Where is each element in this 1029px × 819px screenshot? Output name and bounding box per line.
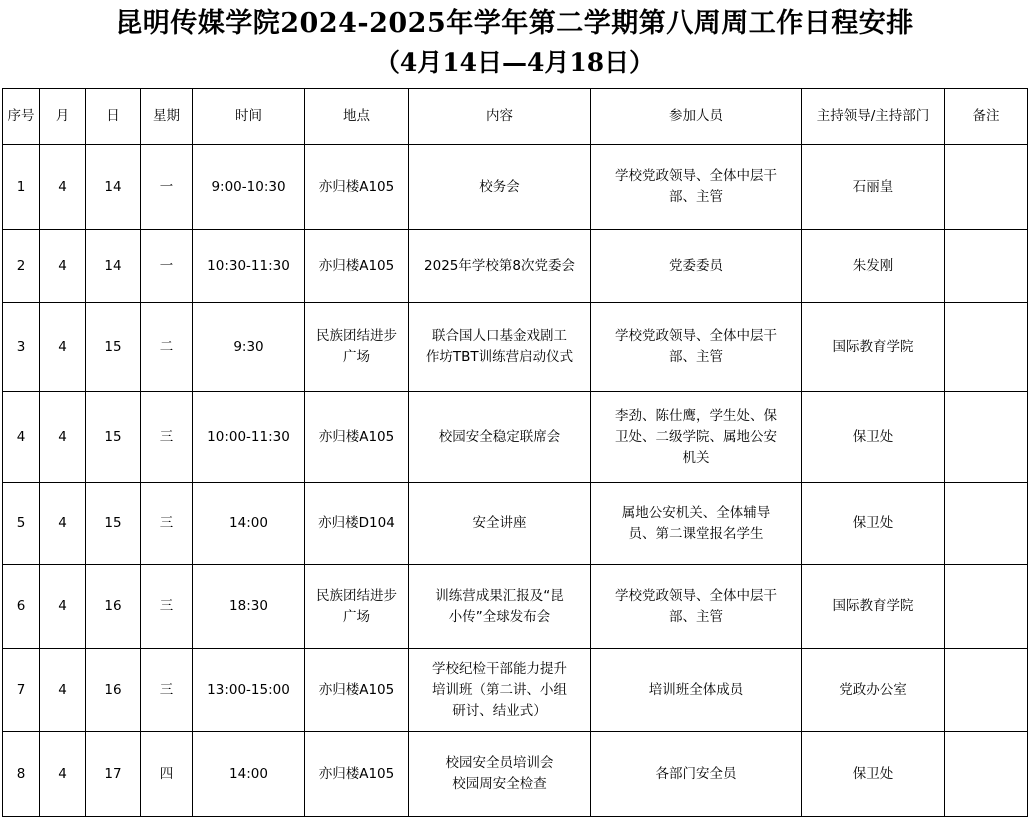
cell-participants [591, 392, 802, 483]
cell-index: 3 [3, 303, 40, 392]
cell-content-line: 联合国人口基金戏剧工 [432, 328, 567, 344]
cell-content-line: 小传”全球发布会 [448, 608, 551, 625]
cell-participants-line: 部、主管 [669, 189, 723, 205]
cell-place-line: 民族团结进步 [316, 328, 397, 344]
cell-time: 14:00 [193, 732, 305, 817]
cell-host: 国际教育学院 [802, 565, 945, 649]
header-participants: 参加人员 [591, 89, 802, 145]
cell-participants-line: 员、第二课堂报名学生 [628, 525, 764, 542]
title-date-range: （4月14日—4月18日） [374, 48, 655, 77]
header-content: 内容 [409, 89, 591, 145]
cell-place [305, 230, 409, 303]
cell-content-line: 校园安全员培训会 [445, 755, 554, 771]
cell-month: 4 [40, 145, 86, 230]
cell-content [409, 230, 591, 303]
cell-index: 5 [3, 483, 40, 565]
cell-participants-line: 学校党政领导、全体中层干 [615, 328, 777, 344]
cell-content-line: 培训班（第二讲、小组 [432, 681, 567, 698]
cell-place-line: 亦归楼A105 [318, 257, 395, 274]
cell-day: 16 [86, 649, 141, 732]
cell-place-line: 民族团结进步 [316, 587, 397, 604]
cell-content [409, 145, 591, 230]
cell-month: 4 [40, 483, 86, 565]
cell-participants-line: 培训班全体成员 [648, 681, 744, 698]
cell-index: 1 [3, 145, 40, 230]
table-row [3, 483, 1028, 565]
cell-weekday: 四 [141, 732, 193, 817]
table-row [3, 303, 1028, 392]
cell-month: 4 [40, 649, 86, 732]
schedule-table [2, 88, 1028, 817]
cell-participants-line: 属地公安机关、全体辅导 [621, 504, 771, 521]
cell-content [409, 649, 591, 732]
cell-day: 16 [86, 565, 141, 649]
cell-place [305, 732, 409, 817]
cell-time: 13:00-15:00 [193, 649, 305, 732]
cell-day: 14 [86, 230, 141, 303]
cell-index: 2 [3, 230, 40, 303]
cell-host: 保卫处 [802, 483, 945, 565]
cell-participants [591, 483, 802, 565]
cell-notes [945, 732, 1028, 817]
cell-weekday: 一 [141, 145, 193, 230]
cell-content-line: 校园安全稳定联席会 [438, 428, 561, 445]
cell-content [409, 483, 591, 565]
cell-index: 6 [3, 565, 40, 649]
cell-place-line: 亦归楼D104 [318, 515, 395, 531]
cell-place-line: 广场 [343, 349, 370, 365]
cell-day: 17 [86, 732, 141, 817]
cell-content [409, 565, 591, 649]
cell-participants-line: 学校党政领导、全体中层干 [615, 168, 777, 184]
cell-place [305, 392, 409, 483]
cell-participants [591, 649, 802, 732]
cell-host: 保卫处 [802, 392, 945, 483]
cell-index: 7 [3, 649, 40, 732]
cell-content-line: 安全讲座 [472, 515, 527, 531]
cell-time: 10:30-11:30 [193, 230, 305, 303]
cell-participants [591, 145, 802, 230]
cell-time: 9:30 [193, 303, 305, 392]
header-time: 时间 [193, 89, 305, 145]
cell-participants-line: 党委委员 [669, 257, 723, 274]
cell-participants [591, 230, 802, 303]
cell-weekday: 三 [141, 483, 193, 565]
cell-time: 18:30 [193, 565, 305, 649]
cell-notes [945, 145, 1028, 230]
table-row [3, 145, 1028, 230]
cell-time: 14:00 [193, 483, 305, 565]
cell-month: 4 [40, 392, 86, 483]
cell-day: 14 [86, 145, 141, 230]
cell-participants [591, 565, 802, 649]
cell-participants-line: 各部门安全员 [655, 765, 737, 782]
cell-content [409, 392, 591, 483]
cell-place [305, 145, 409, 230]
cell-content-line: 校务会 [479, 178, 520, 195]
cell-content [409, 732, 591, 817]
cell-place-line: 亦归楼A105 [318, 178, 395, 195]
table-row [3, 230, 1028, 303]
header-month: 月 [40, 89, 86, 145]
cell-host: 保卫处 [802, 732, 945, 817]
cell-place [305, 565, 409, 649]
cell-host: 国际教育学院 [802, 303, 945, 392]
table-row [3, 392, 1028, 483]
table-row [3, 732, 1028, 817]
cell-host: 党政办公室 [802, 649, 945, 732]
header-row [3, 89, 1028, 145]
cell-notes [945, 303, 1028, 392]
header-notes: 备注 [945, 89, 1028, 145]
cell-place-line: 亦归楼A105 [318, 681, 395, 698]
cell-content-line: 研讨、结业式） [452, 702, 547, 719]
cell-place-line: 亦归楼A105 [318, 765, 395, 782]
header-host: 主持领导/主持部门 [802, 89, 945, 145]
cell-notes [945, 483, 1028, 565]
cell-place [305, 303, 409, 392]
cell-notes [945, 392, 1028, 483]
cell-index: 8 [3, 732, 40, 817]
cell-participants-line: 李劲、陈仕鹰，学生处、保 [615, 407, 777, 424]
cell-place-line: 广场 [343, 608, 370, 625]
cell-content-line: 学校纪检干部能力提升 [432, 660, 567, 677]
cell-host: 朱发刚 [802, 230, 945, 303]
cell-day: 15 [86, 392, 141, 483]
table-row [3, 649, 1028, 732]
cell-weekday: 一 [141, 230, 193, 303]
cell-month: 4 [40, 732, 86, 817]
cell-place [305, 483, 409, 565]
cell-participants-line: 部、主管 [669, 349, 723, 365]
cell-weekday: 三 [141, 392, 193, 483]
cell-weekday: 三 [141, 565, 193, 649]
header-day: 日 [86, 89, 141, 145]
cell-month: 4 [40, 303, 86, 392]
header-place: 地点 [305, 89, 409, 145]
cell-place [305, 649, 409, 732]
schedule-body [3, 145, 1028, 817]
cell-weekday: 三 [141, 649, 193, 732]
cell-content-line: 训练营成果汇报及“昆 [435, 587, 564, 604]
cell-participants [591, 732, 802, 817]
header-weekday: 星期 [141, 89, 193, 145]
cell-weekday: 二 [141, 303, 193, 392]
document-title [0, 0, 1029, 88]
cell-notes [945, 230, 1028, 303]
header-index: 序号 [3, 89, 40, 145]
cell-content-line: 作坊TBT训练营启动仪式 [425, 349, 574, 365]
cell-participants-line: 卫处、二级学院、属地公安 [615, 428, 777, 445]
cell-month: 4 [40, 230, 86, 303]
cell-participants-line: 机关 [682, 449, 710, 466]
cell-day: 15 [86, 483, 141, 565]
cell-index: 4 [3, 392, 40, 483]
cell-notes [945, 649, 1028, 732]
cell-time: 10:00-11:30 [193, 392, 305, 483]
cell-month: 4 [40, 565, 86, 649]
cell-content-line: 校园周安全检查 [452, 776, 547, 792]
title-main: 昆明传媒学院2024-2025年学年第二学期第八周周工作日程安排 [115, 8, 914, 39]
cell-time: 9:00-10:30 [193, 145, 305, 230]
cell-notes [945, 565, 1028, 649]
cell-participants [591, 303, 802, 392]
cell-content-line: 2025年学校第8次党委会 [424, 257, 575, 274]
cell-place-line: 亦归楼A105 [318, 428, 395, 445]
cell-host: 石丽皇 [802, 145, 945, 230]
cell-participants-line: 学校党政领导、全体中层干 [615, 587, 777, 604]
table-row [3, 565, 1028, 649]
cell-day: 15 [86, 303, 141, 392]
cell-content [409, 303, 591, 392]
cell-participants-line: 部、主管 [669, 608, 723, 625]
